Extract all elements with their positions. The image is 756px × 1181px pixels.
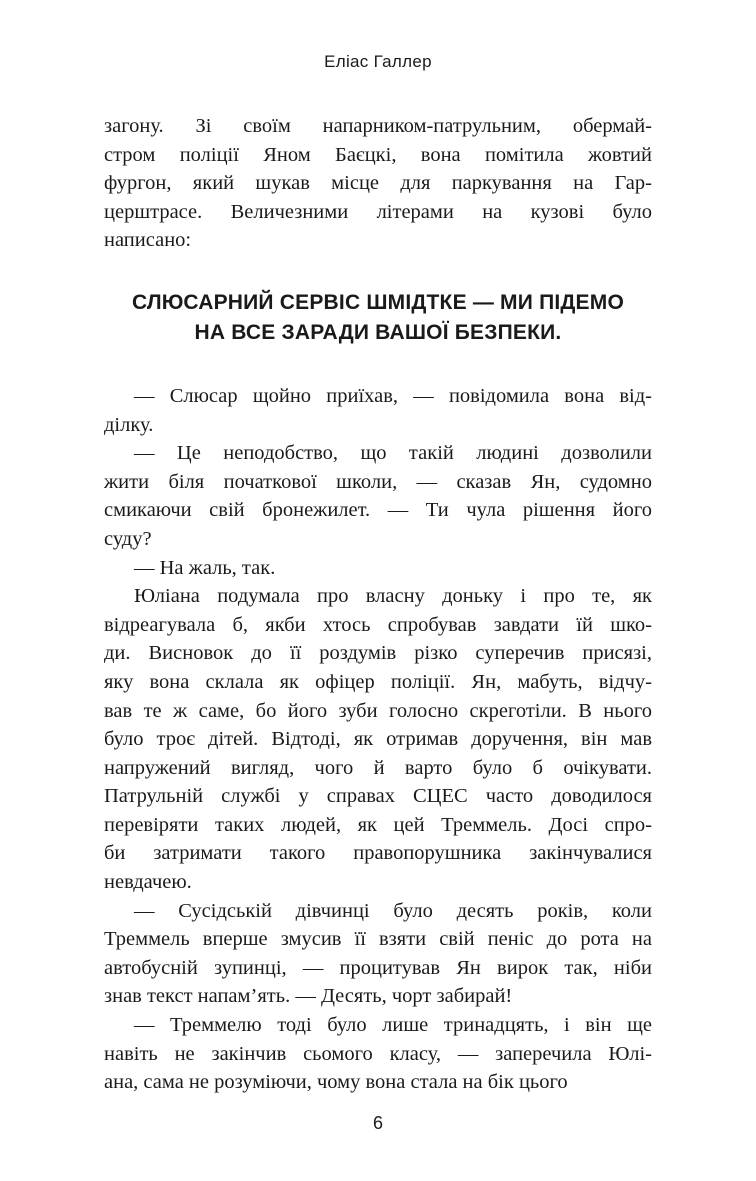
text-line: загону. Зі своїм напарником-патрульним, обермай-: [104, 115, 652, 137]
paragraph: [104, 1011, 652, 1097]
text-line: — Сусідській дівчинці було десять років, коли: [134, 899, 652, 922]
opening-paragraph: [104, 112, 652, 255]
body-text: [104, 112, 652, 1097]
text-line: було троє дітей. Відтоді, як отримав доручення, він мав: [104, 728, 652, 751]
paragraph: [104, 382, 652, 439]
text-line: — На жаль, так.: [134, 556, 276, 579]
paragraph: [104, 897, 652, 1011]
text-line: напружений вигляд, чого й варто було б очікувати.: [104, 756, 652, 779]
text-line: суду?: [104, 527, 152, 550]
text-line: ана, сама не розуміючи, чому вона стала на бік цього: [104, 1071, 568, 1094]
paragraph: [104, 554, 652, 583]
text-line: Треммель вперше змусив її взяти свій пеніс до рота на: [104, 928, 652, 951]
page-number: 6: [372, 1113, 383, 1133]
text-line: стром поліції Яном Баєцкі, вона помітила жовтий: [104, 143, 652, 166]
text-line: автобусній зупинці, — процитував Ян вирок так, ніби: [104, 956, 652, 979]
van-sign-line-1: СЛЮСАРНИЙ СЕРВІС ШМІДТКЕ — МИ ПІДЕМО: [132, 290, 624, 314]
text-line: написано:: [104, 229, 192, 252]
dialogue-paragraphs: [104, 382, 652, 1097]
paragraph: [104, 439, 652, 553]
text-line: яку вона склала як офіцер поліції. Ян, мабуть, відчу-: [104, 670, 652, 693]
text-line: знав текст напам’ять. — Десять, чорт забирай!: [104, 985, 513, 1008]
text-line: відреагувала б, якби хтось спробував завдати їй шко-: [104, 613, 652, 636]
text-line: би затримати такого правопорушника закінчувалися: [104, 842, 652, 865]
text-line: навіть не закінчив сьомого класу, — заперечила Юлі-: [104, 1042, 652, 1065]
paragraph: [104, 582, 652, 897]
text-line: — Треммелю тоді було лише тринадцять, і він ще: [134, 1014, 652, 1037]
text-line: вав те ж саме, бо його зуби голосно скреготіли. В нього: [104, 699, 652, 722]
text-line: церштрасе. Величезними літерами на кузові було: [104, 200, 652, 223]
text-line: ділку.: [104, 413, 154, 436]
text-line: — Це неподобство, що такій людині дозволили: [134, 442, 652, 465]
text-line: ди. Висновок до її роздумів різко суперечив присязі,: [104, 642, 652, 665]
text-line: смикаючи свій бронежилет. — Ти чула рішення його: [104, 499, 652, 522]
text-line: жити біля початкової школи, — сказав Ян, судомно: [104, 470, 652, 493]
van-sign-text: [104, 288, 652, 348]
text-line: Юліана подумала про власну доньку і про те, як: [134, 585, 652, 608]
text-line: — Слюсар щойно приїхав, — повідомила вона від-: [134, 384, 652, 407]
van-sign-line-2: НА ВСЕ ЗАРАДИ ВАШОЇ БЕЗПЕКИ.: [194, 320, 562, 344]
running-head-author: Еліас Галлер: [324, 52, 432, 71]
text-line: невдачею.: [104, 871, 192, 894]
text-line: перевіряти таких людей, як цей Треммель. Досі спро-: [104, 813, 652, 836]
text-line: фургон, який шукав місце для паркування на Гар-: [104, 172, 652, 195]
text-line: Патрульній службі у справах СЦЕС часто доводилося: [104, 785, 652, 808]
